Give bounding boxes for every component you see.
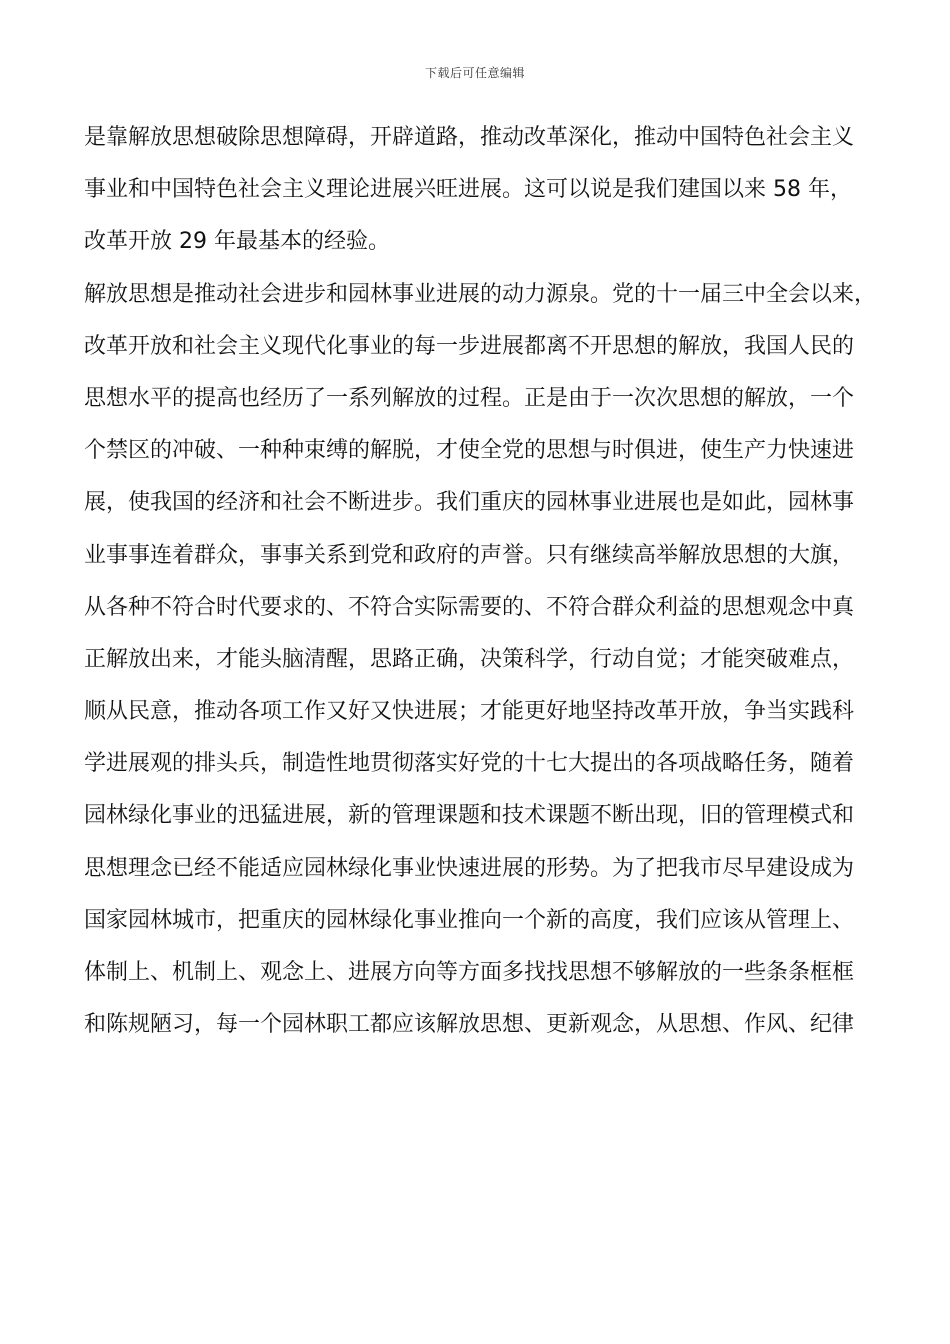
text-line: 体制上、机制上、观念上、进展方向等方面多找找思想不够解放的一些条条框框 <box>84 960 855 985</box>
text-line: 正解放出来，才能头脑清醒，思路正确，决策科学，行动自觉；才能突破难点， <box>84 646 855 672</box>
text-line: 顺从民意，推动各项工作又好又快进展；才能更好地坚持改革开放，争当实践科 <box>84 699 855 725</box>
text-line: 是靠解放思想破除思想障碍，开辟道路，推动改革深化，推动中国特色社会主义 <box>84 125 855 150</box>
text-line: 园林绿化事业的迅猛进展，新的管理课题和技术课题不断出现，旧的管理模式和 <box>84 803 855 829</box>
text-line: 事业和中国特色社会主义理论进展兴旺进展。这可以说是我们建国以来 58 年， <box>84 177 852 203</box>
document-body <box>84 118 884 1057</box>
text-line: 和陈规陋习，每一个园林职工都应该解放思想、更新观念，从思想、作风、纪律 <box>84 1012 855 1038</box>
text-line: 学进展观的排头兵，制造性地贯彻落实好党的十七大提出的各项战略任务，随着 <box>84 751 855 777</box>
page-header: 下载后可任意编辑 <box>424 66 525 80</box>
text-line: 思想水平的提高也经历了一系列解放的过程。正是由于一次次思想的解放，一个 <box>84 385 855 411</box>
text-line: 国家园林城市，把重庆的园林绿化事业推向一个新的高度，我们应该从管理上、 <box>84 907 855 933</box>
text-line: 改革开放 29 年最基本的经验。 <box>84 229 390 255</box>
text-line: 从各种不符合时代要求的、不符合实际需要的、不符合群众利益的思想观念中真 <box>84 594 855 620</box>
text-line: 业事事连着群众，事事关系到党和政府的声誉。只有继续高举解放思想的大旗， <box>84 542 855 568</box>
text-line: 个禁区的冲破、一种种束缚的解脱，才使全党的思想与时俱进，使生产力快速进 <box>84 438 855 464</box>
text-line: 解放思想是推动社会进步和园林事业进展的动力源泉。党的十一届三中全会以来， <box>84 281 877 307</box>
text-line: 改革开放和社会主义现代化事业的每一步进展都离不开思想的解放，我国人民的 <box>84 333 855 359</box>
text-line: 展，使我国的经济和社会不断进步。我们重庆的园林事业进展也是如此，园林事 <box>84 490 855 516</box>
text-line: 思想理念已经不能适应园林绿化事业快速进展的形势。为了把我市尽早建设成为 <box>84 855 855 881</box>
